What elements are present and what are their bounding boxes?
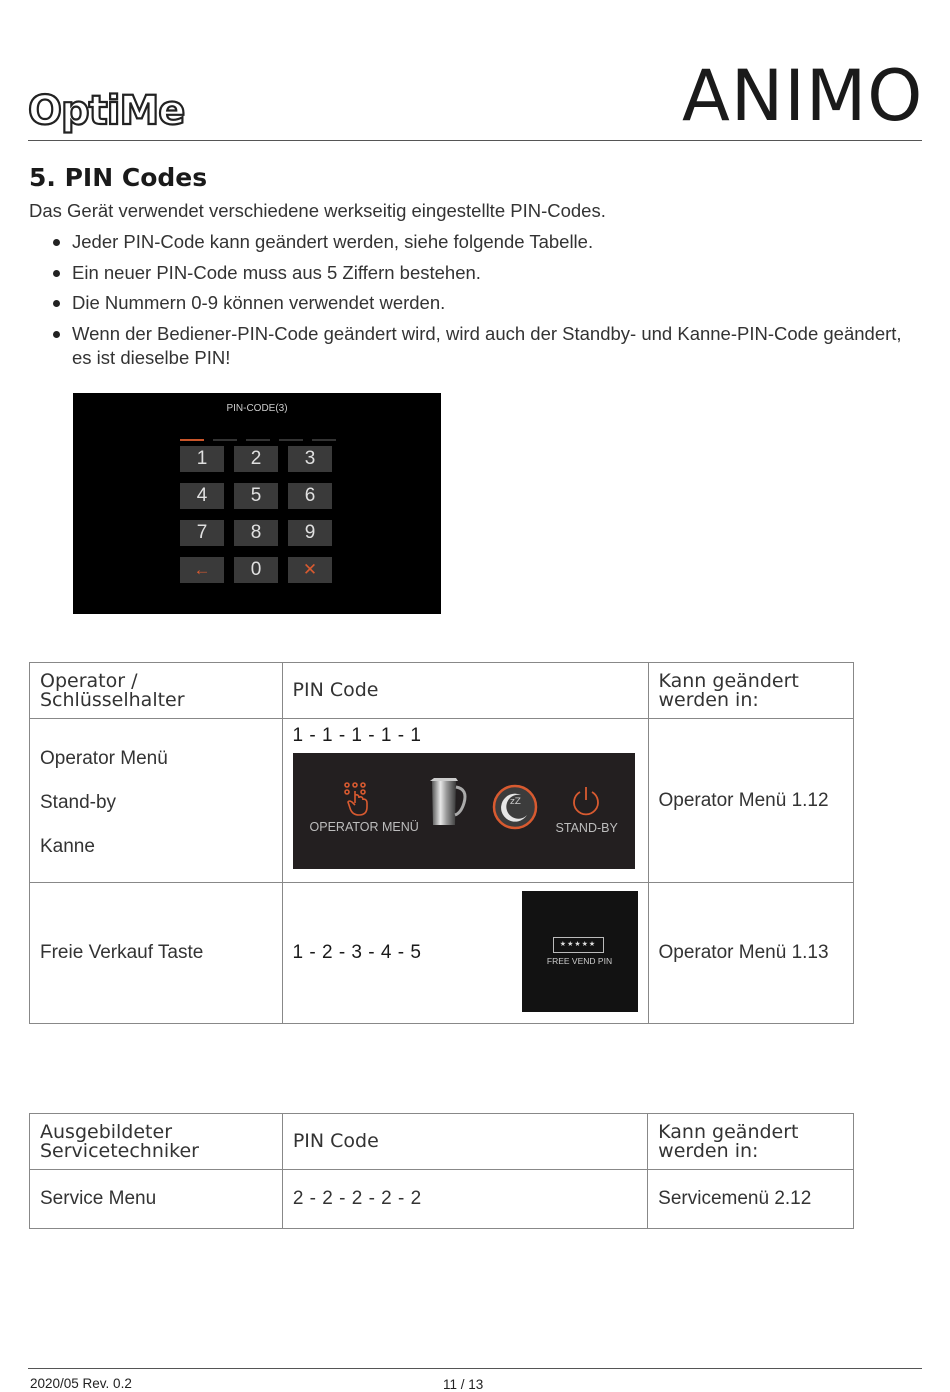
- role-operator: Operator Menü: [40, 747, 168, 769]
- service-pin-table: [29, 1113, 854, 1229]
- list-item: Jeder PIN-Code kann geändert werden, siehe folgende Tabelle.: [50, 230, 920, 254]
- table-header-cell: Kann geändert werden in:: [648, 1114, 854, 1170]
- intro-text: Das Gerät verwendet verschiedene werkseitig eingestellte PIN-Codes.: [29, 200, 606, 221]
- location-cell: Operator Menü 1.13: [648, 883, 854, 1024]
- animo-logo: ANIMO: [682, 55, 924, 137]
- table-row: [30, 883, 854, 1024]
- table-header-cell: Ausgebildeter Servicetechniker: [30, 1114, 283, 1170]
- role-cell: Service Menu: [30, 1170, 283, 1229]
- role-standby: Stand-by: [40, 791, 117, 813]
- pin-key-4[interactable]: 4: [180, 483, 224, 509]
- list-item: Die Nummern 0-9 können verwendet werden.: [50, 291, 920, 315]
- svg-text:zZ: zZ: [509, 797, 521, 807]
- page-number: 11 / 13: [443, 1377, 484, 1392]
- role-kanne: Kanne: [40, 835, 95, 857]
- standby-label: STAND-BY: [555, 821, 618, 835]
- pin-screen-title: PIN-CODE(3): [226, 403, 288, 414]
- pin-digit-slots: [180, 439, 335, 441]
- pin-slot: [246, 439, 270, 441]
- table-header-cell: PIN Code: [282, 663, 648, 719]
- milk-jug-icon: [428, 777, 470, 829]
- pin-key-9[interactable]: 9: [288, 520, 332, 546]
- table-row: [30, 1170, 854, 1229]
- pin-field-stars: ★★★★★: [553, 937, 604, 953]
- header-divider: [28, 140, 922, 141]
- sleep-moon-icon: [491, 783, 539, 831]
- code-cell: [282, 883, 648, 1024]
- pin-key-7[interactable]: 7: [180, 520, 224, 546]
- pin-key-6[interactable]: 6: [288, 483, 332, 509]
- pin-key-1[interactable]: 1: [180, 446, 224, 472]
- role-cell: Freie Verkauf Taste: [30, 883, 283, 1024]
- pin-key-2[interactable]: 2: [234, 446, 278, 472]
- operator-pin-table: [29, 662, 854, 1024]
- pin-slot: [213, 439, 237, 441]
- power-icon: [571, 785, 601, 817]
- footer-divider: [28, 1368, 922, 1369]
- pin-slot: [279, 439, 303, 441]
- bullet-list: [50, 230, 920, 376]
- pin-slot: [180, 439, 204, 441]
- close-icon[interactable]: ✕: [288, 557, 332, 583]
- role-cell: [30, 719, 283, 883]
- pin-key-5[interactable]: 5: [234, 483, 278, 509]
- table-header-row: [30, 1114, 854, 1170]
- location-cell: Servicemenü 2.12: [648, 1170, 854, 1229]
- table-header-cell: PIN Code: [282, 1114, 647, 1170]
- section-title: 5. PIN Codes: [29, 163, 208, 192]
- pin-code-value: 1 - 1 - 1 - 1 - 1: [292, 725, 422, 746]
- table-header-cell: Operator / Schlüsselhalter: [30, 663, 283, 719]
- pin-key-3[interactable]: 3: [288, 446, 332, 472]
- free-vend-pin-label: FREE VEND PIN: [546, 956, 613, 966]
- pin-slot: [312, 439, 336, 441]
- operator-menu-label: OPERATOR MENÜ: [309, 820, 419, 834]
- pin-key-8[interactable]: 8: [234, 520, 278, 546]
- location-cell: Operator Menü 1.12: [648, 719, 854, 883]
- table-row: [30, 719, 854, 883]
- pin-code-value: 1 - 2 - 3 - 4 - 5: [292, 942, 422, 963]
- optime-logo: OptiMe: [28, 88, 185, 134]
- list-item: Wenn der Bediener-PIN-Code geändert wird, wird auch der Standby- und Kanne-PIN-Code geändert, es ist dieselbe PIN!: [50, 322, 920, 370]
- code-cell: [282, 719, 648, 883]
- pin-key-0[interactable]: 0: [234, 557, 278, 583]
- pin-code-value: 2 - 2 - 2 - 2 - 2: [282, 1170, 647, 1229]
- free-vend-panel-image: [522, 891, 638, 1012]
- operator-panel-image: [293, 753, 635, 869]
- revision-label: 2020/05 Rev. 0.2: [30, 1376, 132, 1391]
- finger-keypad-icon: [343, 781, 371, 817]
- back-arrow-icon[interactable]: ←: [180, 557, 224, 583]
- pin-entry-screen: [73, 393, 441, 614]
- table-header-cell: Kann geändert werden in:: [648, 663, 854, 719]
- list-item: Ein neuer PIN-Code muss aus 5 Ziffern bestehen.: [50, 261, 920, 285]
- table-header-row: [30, 663, 854, 719]
